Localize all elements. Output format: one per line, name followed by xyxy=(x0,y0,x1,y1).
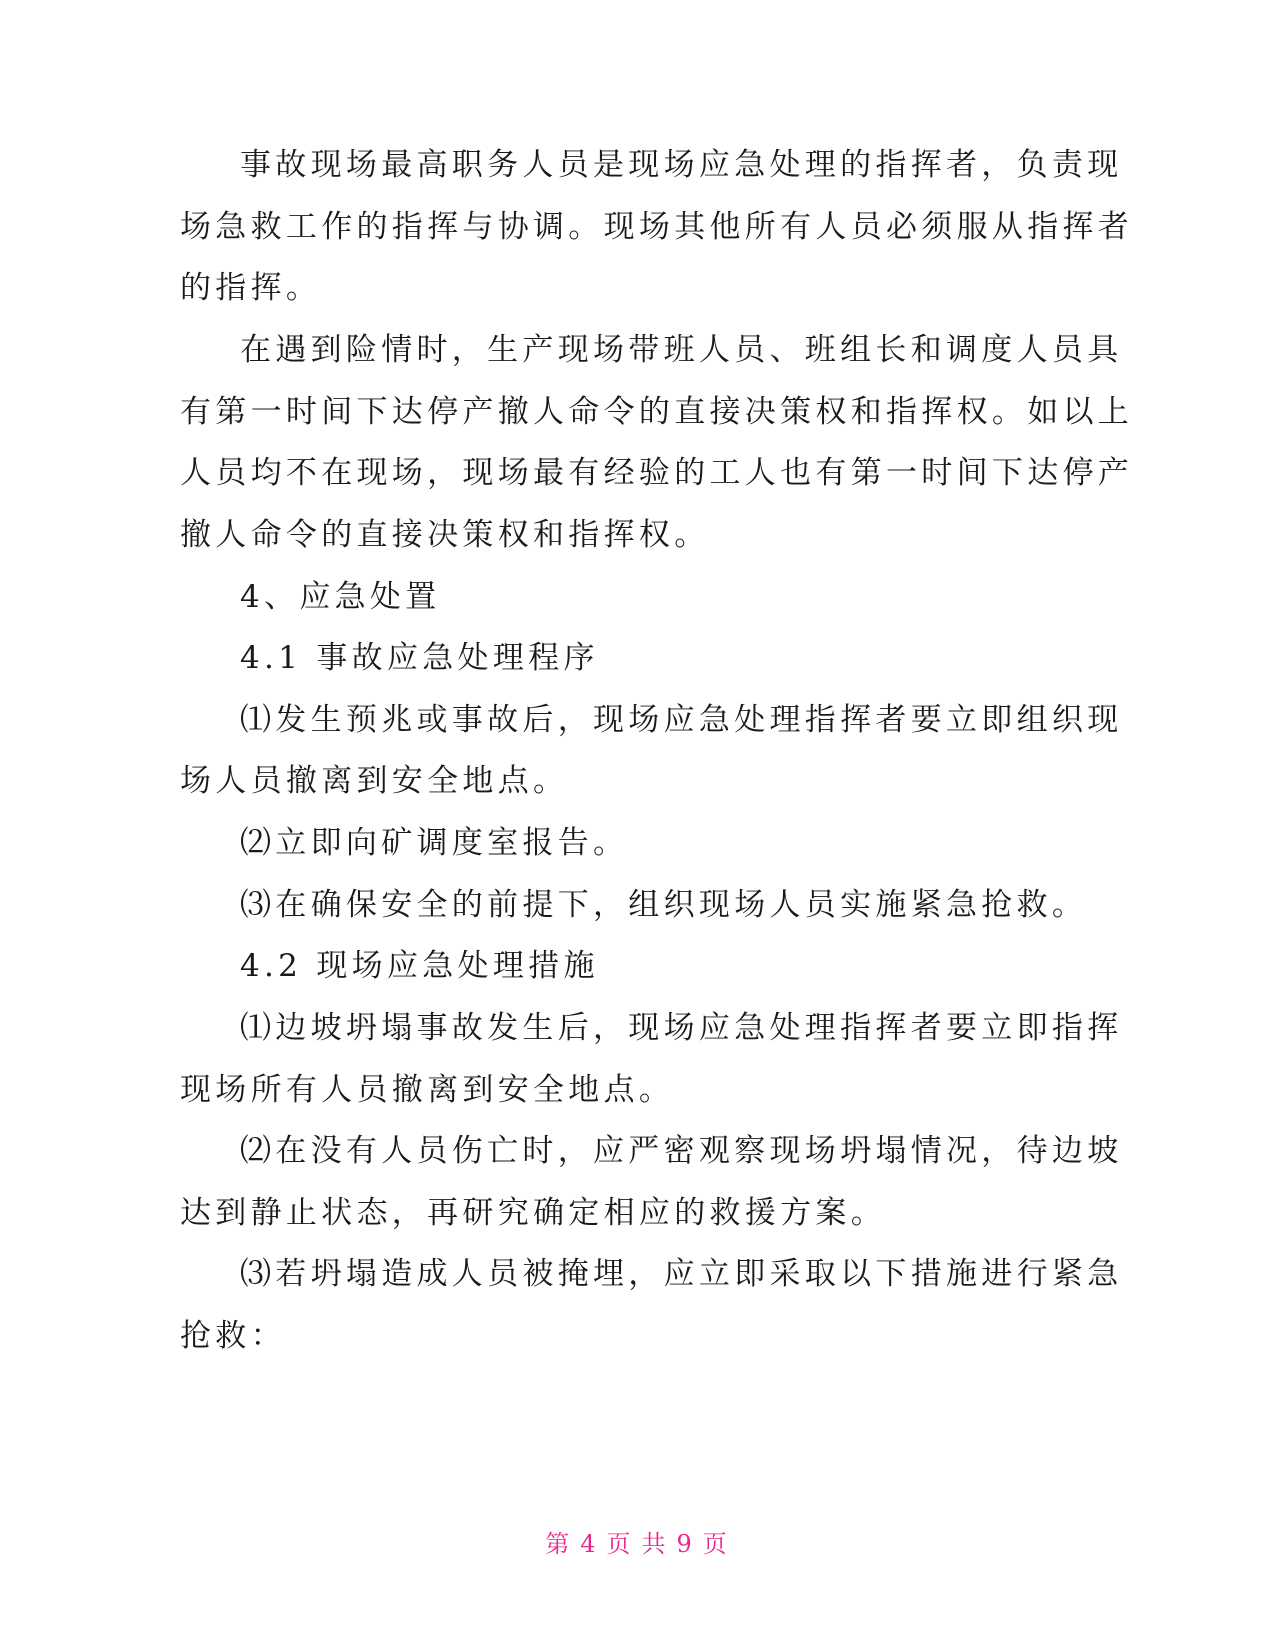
paragraph-line: ⑵在没有人员伤亡时，应严密观察现场坍塌情况，待边坡 xyxy=(240,1133,1123,1169)
paragraph-line: 现场所有人员撤离到安全地点。 xyxy=(180,1072,675,1108)
paragraph-line: ⑶若坍塌造成人员被掩埋，应立即采取以下措施进行紧急 xyxy=(240,1256,1123,1292)
page-footer xyxy=(0,1524,1275,1559)
paragraph-line: ⑶在确保安全的前提下，组织现场人员实施紧急抢救。 xyxy=(240,887,1088,923)
paragraph-line: 抢救： xyxy=(180,1318,286,1354)
paragraph-line: 事故现场最高职务人员是现场应急处理的指挥者，负责现 xyxy=(240,147,1123,183)
paragraph-line: 场人员撤离到安全地点。 xyxy=(180,763,569,799)
paragraph-line: 的指挥。 xyxy=(180,270,322,306)
paragraph-line: 人员均不在现场，现场最有经验的工人也有第一时间下达停产 xyxy=(180,455,1134,491)
total-pages-number: 9 xyxy=(676,1530,695,1558)
paragraph-line: ⑴边坡坍塌事故发生后，现场应急处理指挥者要立即指挥 xyxy=(240,1010,1123,1046)
footer-ye: 页 xyxy=(606,1530,634,1558)
footer-di: 第 xyxy=(545,1530,573,1558)
paragraph-line: ⑵立即向矿调度室报告。 xyxy=(240,825,629,861)
paragraph-line: 达到静止状态，再研究确定相应的救援方案。 xyxy=(180,1195,886,1231)
subsection-heading: 4.1 事故应急处理程序 xyxy=(240,640,599,676)
paragraph-line: 撤人命令的直接决策权和指挥权。 xyxy=(180,517,710,553)
footer-gong: 共 xyxy=(641,1530,669,1558)
paragraph-line: 在遇到险情时，生产现场带班人员、班组长和调度人员具 xyxy=(240,332,1123,368)
paragraph-line: 有第一时间下达停产撤人命令的直接决策权和指挥权。如以上 xyxy=(180,394,1134,430)
section-heading: 4、应急处置 xyxy=(240,579,441,615)
paragraph-line: ⑴发生预兆或事故后，现场应急处理指挥者要立即组织现 xyxy=(240,702,1123,738)
current-page-number: 4 xyxy=(580,1530,599,1558)
subsection-heading: 4.2 现场应急处理措施 xyxy=(240,948,599,984)
paragraph-line: 场急救工作的指挥与协调。现场其他所有人员必须服从指挥者 xyxy=(180,209,1134,245)
footer-ye2: 页 xyxy=(702,1530,730,1558)
